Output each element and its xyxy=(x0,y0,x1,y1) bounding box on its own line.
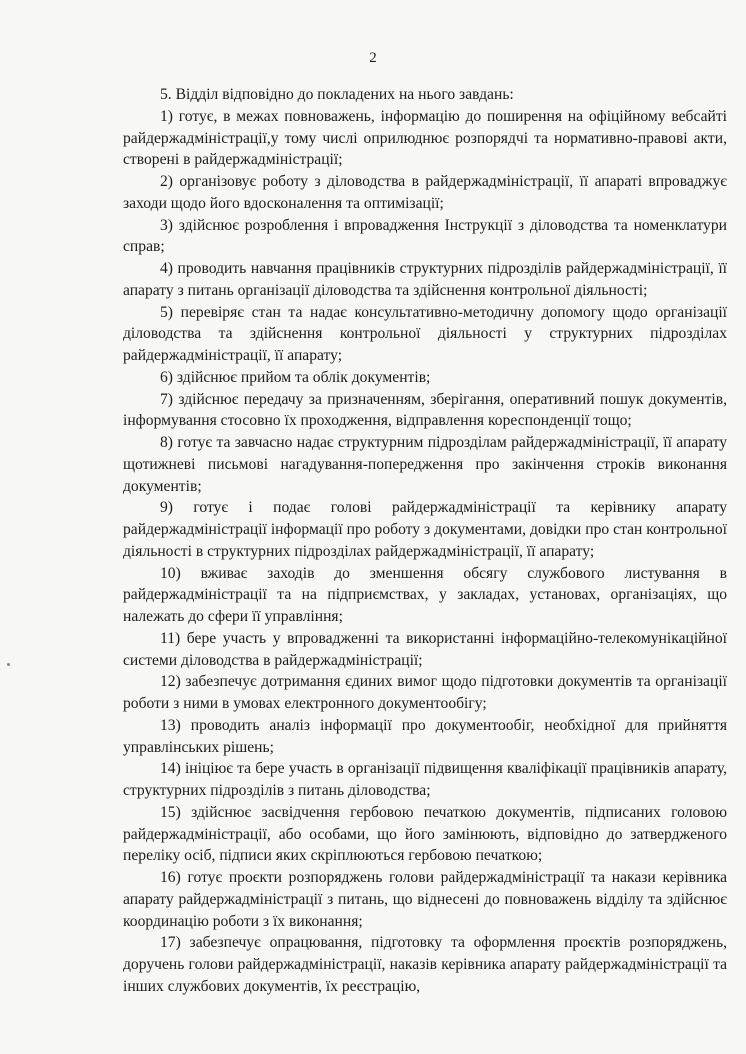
list-item: 9) готує і подає голові райдержадміністрації та керівнику апарату райдержадміністрації інформації про роботу з документами, довідки про стан контрольної діяльності в структурних підрозділах райдержадміністрації, її апарату; xyxy=(123,499,727,560)
list-item: 11) бере участь у впровадженні та використанні інформаційно-телекомунікаційної системи діловодства в райдержадміністрації; xyxy=(123,629,727,669)
list-item: 4) проводить навчання працівників структурних підрозділів райдержадміністрації, її апарату з питань організації діловодства та здійснення контрольної діяльності; xyxy=(123,260,727,299)
page-number: 2 xyxy=(369,50,377,66)
list-item: 14) ініціює та бере участь в організації підвищення кваліфікації працівників апарату, структурних підрозділів з питань діловодства; xyxy=(123,760,727,799)
document-body xyxy=(123,84,727,998)
list-item: 3) здійснює розроблення і впровадження Інструкції з діловодства та номенклатури справ; xyxy=(123,216,727,256)
list-item: 10) вживає заходів до зменшення обсягу службового листування в райдержадміністрації та на підприємствах, у закладах, установах, організаціях, що належать до сфери її управління; xyxy=(123,564,727,625)
section-heading: 5. Відділ відповідно до покладених на нього завдань: xyxy=(160,86,514,103)
list-item: 12) забезпечує дотримання єдиних вимог щодо підготовки документів та організації роботи з ними в умовах електронного документообігу; xyxy=(123,673,727,712)
list-item: 8) готує та завчасно надає структурним підрозділам райдержадміністрації, її апарату щотижневі письмові нагадування-попередження про закінчення строків виконання документів; xyxy=(123,434,727,495)
scan-speck xyxy=(7,663,10,666)
list-item: 1) готує, в межах повноважень, інформацію до поширення на офіційному вебсайті райдержадміністрації,у тому числі оприлюднює розпорядчі та нормативно-правові акти, створені в райдержадміністрації; xyxy=(123,107,727,169)
list-item: 2) організовує роботу з діловодства в райдержадміністрації, її апараті впроваджує заходи щодо його вдосконалення та оптимізації; xyxy=(123,173,727,212)
list-item: 13) проводить аналіз інформації про документообіг, необхідної для прийняття управлінських рішень; xyxy=(123,716,727,756)
list-item: 15) здійснює засвідчення гербовою печаткою документів, підписаних головою райдержадміністрації, або особами, що його замінюють, відповідно до затвердженого переліку осіб, підписи яких скріплюються гербовою печаткою; xyxy=(123,803,727,865)
list-item: 6) здійснює прийом та облік документів; xyxy=(160,368,431,386)
list-item: 17) забезпечує опрацювання, підготовку та оформлення проєктів розпоряджень, доручень голови райдержадміністрації, наказів керівника апарату райдержадміністрації та інших службових документів, їх реєстрацію, xyxy=(123,934,727,995)
list-item: 16) готує проєкти розпоряджень голови райдержадміністрації та накази керівника апарату райдержадміністрації з питань, що віднесені до повноважень відділу та здійснює координацію роботи з їх виконання; xyxy=(123,869,727,930)
list-item: 7) здійснює передачу за призначенням, зберігання, оперативний пошук документів, інформування стосовно їх проходження, відправлення кореспонденції тощо; xyxy=(123,390,727,430)
list-item: 5) перевіряє стан та надає консультативно-методичну допомогу щодо організації діловодства та здійснення контрольної діяльності у структурних підрозділах райдержадміністрації, її апарату; xyxy=(123,303,727,364)
